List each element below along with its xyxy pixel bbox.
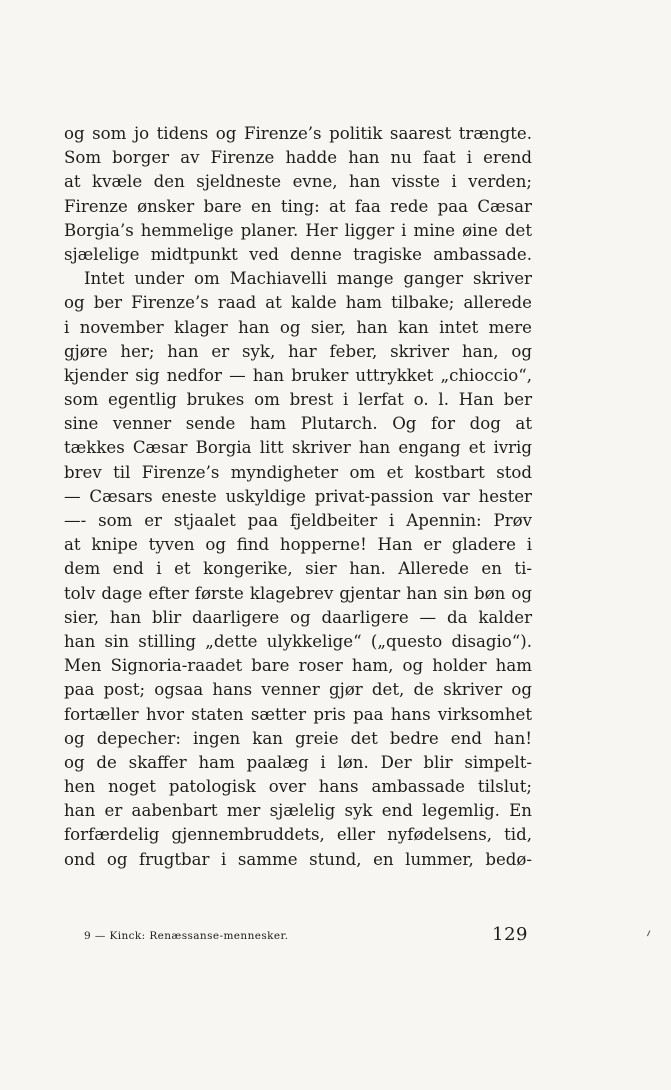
text-line: og depecher: ingen kan greie det bedre end han! <box>64 728 532 748</box>
text-line: dem end i et kongerike, sier han. Allerede en ti- <box>64 559 532 579</box>
text-line: Firenze ønsker bare en ting: at faa rede paa Cæsar <box>64 196 532 216</box>
paper-speck-mark <box>647 930 653 937</box>
text-line: Intet under om Machiavelli mange ganger skriver <box>84 269 532 289</box>
text-line: kjender sig nedfor — han bruker uttrykket „chioccio“, <box>64 365 532 385</box>
text-line: og ber Firenze’s raad at kalde ham tilbake; allerede <box>64 293 532 313</box>
text-line: —- som er stjaalet paa fjeldbeiter i Apennin: Prøv <box>64 511 532 530</box>
text-line: at knipe tyven og find hopperne! Han er gladere i <box>64 535 532 555</box>
text-line: gjøre her; han er syk, har feber, skriver han, og <box>64 341 532 361</box>
page-number: 129 <box>492 924 528 945</box>
text-line: fortæller hvor staten sætter pris paa hans virksomhet <box>64 704 532 724</box>
text-line: Men Signoria-raadet bare roser ham, og holder ham <box>64 656 532 676</box>
text-line: i november klager han og sier, han kan intet mere <box>64 317 532 337</box>
text-line: Borgia’s hemmelige planer. Her ligger i mine øine det <box>64 220 532 240</box>
text-line: hen noget patologisk over hans ambassade tilslut; <box>64 777 532 797</box>
text-line: at kvæle den sjeldneste evne, han visste i verden; <box>64 172 532 192</box>
text-line: sjælelige midtpunkt ved denne tragiske ambassade. <box>64 244 532 264</box>
text-line: sier, han blir daarligere og daarligere — da kalder <box>64 607 532 627</box>
text-line: tolv dage efter første klagebrev gjentar han sin bøn og <box>64 583 532 603</box>
text-line: forfærdelig gjennembruddets, eller nyfødelsens, tid, <box>64 825 532 845</box>
body-text <box>64 122 532 872</box>
text-line: brev til Firenze’s myndigheter om et kostbart stod <box>64 462 532 482</box>
text-line: sine venner sende ham Plutarch. Og for dog at <box>64 414 532 434</box>
text-line: Som borger av Firenze hadde han nu faat i erend <box>64 148 532 168</box>
text-line: — Cæsars eneste uskyldige privat-passion var hester <box>64 486 532 506</box>
text-line: han sin stilling „dette ulykkelige“ („questo disagio“). <box>64 631 532 651</box>
text-line: paa post; ogsaa hans venner gjør det, de skriver og <box>64 680 532 700</box>
text-line: og de skaffer ham paalæg i løn. Der blir simpelt- <box>64 752 532 772</box>
text-line: tækkes Cæsar Borgia litt skriver han engang et ivrig <box>64 438 532 458</box>
text-line: som egentlig brukes om brest i lerfat o. l. Han ber <box>64 390 532 410</box>
text-line: ond og frugtbar i samme stund, en lummer, bedø- <box>64 849 532 869</box>
footer-signature: 9 — Kinck: Renæssanse-mennesker. <box>84 930 289 942</box>
text-line: og som jo tidens og Firenze’s politik saarest trængte. <box>64 124 532 143</box>
page-footer <box>84 924 532 946</box>
text-line: han er aabenbart mer sjælelig syk end legemlig. En <box>64 801 532 821</box>
